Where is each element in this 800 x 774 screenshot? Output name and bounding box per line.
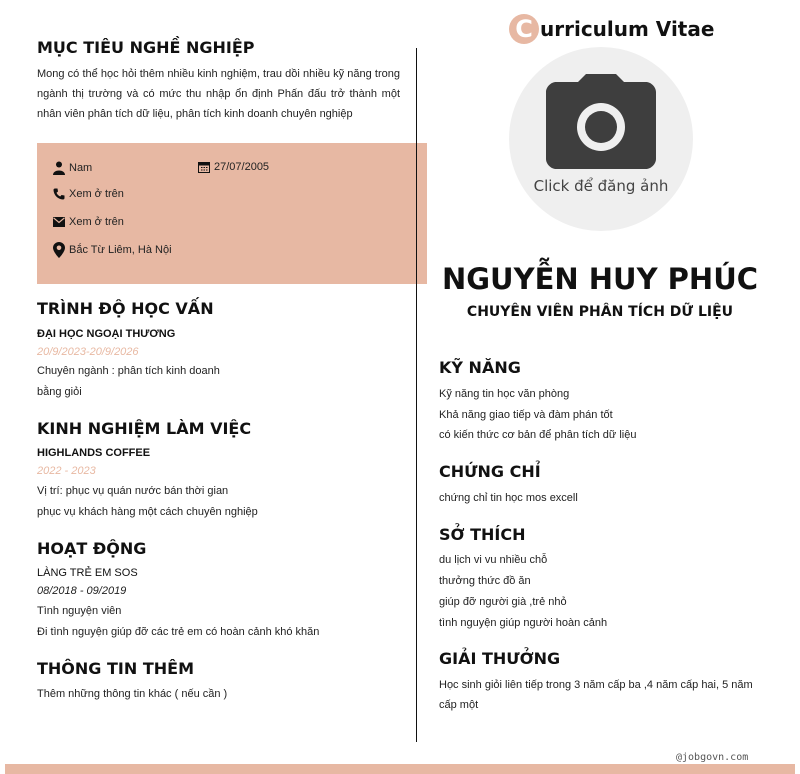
phone-icon [53, 188, 65, 200]
email-value: Xem ở trên [69, 216, 124, 228]
education-degree: bằng giỏi [37, 386, 82, 398]
cv-title-letter: C [509, 14, 539, 44]
birthdate-value: 27/07/2005 [214, 161, 270, 173]
education-period: 20/9/2023-20/9/2026 [37, 346, 139, 358]
hobbies-item: tình nguyện giúp người hoàn cảnh [439, 617, 608, 629]
objective-heading: MỤC TIÊU NGHỀ NGHIỆP [37, 38, 255, 57]
hobbies-item: giúp đỡ người già ,trẻ nhỏ [439, 596, 567, 608]
more-info-heading: THÔNG TIN THÊM [37, 659, 194, 678]
education-heading: TRÌNH ĐỘ HỌC VẤN [37, 299, 214, 318]
awards-text: Học sinh giỏi liên tiếp trong 3 năm cấp ba ,4 năm cấp hai, 5 năm cấp một [439, 679, 753, 711]
hobbies-item: thưởng thức đồ ăn [439, 575, 531, 587]
experience-period: 2022 - 2023 [37, 465, 96, 477]
address-value: Bắc Từ Liêm, Hà Nội [69, 244, 172, 256]
education-major: Chuyên ngành : phân tích kinh doanh [37, 365, 220, 377]
education-school: ĐẠI HỌC NGOẠI THƯƠNG [37, 328, 176, 340]
footer-watermark: @jobgovn.com [676, 752, 749, 763]
cv-title-rest: urriculum Vitae [540, 17, 715, 41]
photo-upload[interactable] [509, 47, 693, 231]
experience-position: Vị trí: phục vụ quán nước bán thời gian [37, 485, 229, 497]
gender-row [53, 161, 92, 175]
personal-info-box [37, 143, 427, 284]
activities-role: Tình nguyện viên [37, 605, 122, 617]
objective-text: Mong có thể học hỏi thêm nhiều kinh nghiệm, trau dồi nhiều kỹ năng trong ngành thị trường và có mức thu nhập ổn định Phấn đấu trở thành một nhân viên phân tích dữ liệu, phân tích kinh doanh chuyên nghiệp [37, 68, 400, 120]
skills-item: Kỹ năng tin học văn phòng [439, 388, 570, 400]
activities-heading: HOẠT ĐỘNG [37, 539, 147, 558]
location-pin-icon [53, 242, 65, 258]
activities-org: LÀNG TRẺ EM SOS [37, 567, 138, 579]
address-row [53, 242, 172, 258]
hobbies-heading: SỞ THÍCH [439, 525, 526, 544]
job-title: CHUYÊN VIÊN PHÂN TÍCH DỮ LIỆU [466, 304, 734, 320]
experience-company: HIGHLANDS COFFEE [37, 447, 151, 459]
activities-period: 08/2018 - 09/2019 [37, 585, 127, 597]
experience-detail: phục vụ khách hàng một cách chuyên nghiệp [37, 506, 258, 518]
footer-bar [5, 764, 795, 774]
photo-upload-label: Click để đăng ảnh [533, 177, 669, 195]
gender-value: Nam [69, 162, 93, 174]
certificates-heading: CHỨNG CHỈ [439, 462, 541, 481]
email-row [53, 216, 124, 228]
activities-detail: Đi tình nguyện giúp đỡ các trẻ em có hoàn cảnh khó khăn [37, 626, 320, 638]
skills-item: Khả năng giao tiếp và đàm phán tốt [439, 409, 613, 421]
calendar-icon [198, 161, 210, 173]
phone-row [53, 188, 124, 200]
skills-heading: KỸ NĂNG [439, 358, 521, 377]
phone-value: Xem ở trên [69, 188, 124, 200]
candidate-name: NGUYỄN HUY PHÚC [441, 262, 759, 296]
certificates-item: chứng chỉ tin học mos excell [439, 492, 578, 504]
more-info-text: Thêm những thông tin khác ( nếu cần ) [37, 688, 228, 700]
camera-icon [546, 74, 656, 169]
cv-title [509, 14, 714, 44]
envelope-icon [53, 217, 65, 227]
person-icon [53, 161, 65, 175]
skills-item: có kiến thức cơ bản để phân tích dữ liệu [439, 429, 637, 441]
birthdate-row [198, 161, 269, 173]
column-divider [416, 48, 417, 742]
awards-heading: GIẢI THƯỞNG [439, 649, 561, 668]
hobbies-item: du lịch vi vu nhiều chỗ [439, 554, 548, 566]
experience-heading: KINH NGHIỆM LÀM VIỆC [37, 419, 252, 438]
